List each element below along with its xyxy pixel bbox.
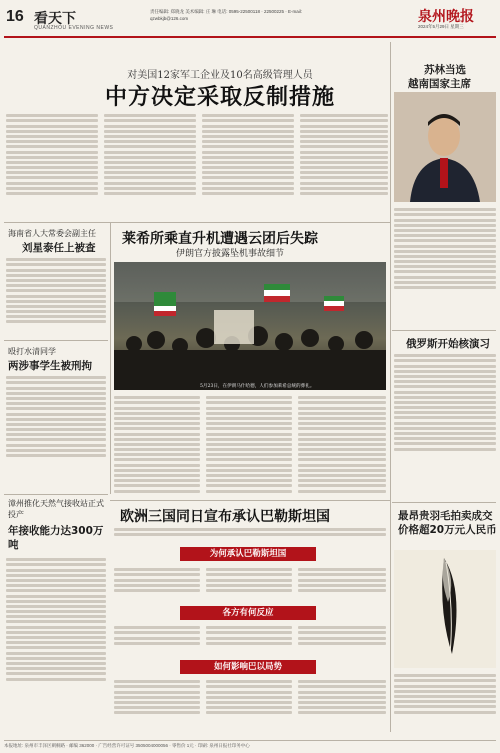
funeral-crowd-photo <box>114 262 386 390</box>
feature-photo-caption: 5月23日，在伊朗马什哈德，人们参加莱希总统的葬礼。 <box>200 384 315 389</box>
issue-date: 2024年5月29日 星期三 <box>418 24 464 29</box>
feather-illustration <box>394 550 496 668</box>
bottom-label-2: 各方有何反应 <box>180 606 316 620</box>
brief-2-title: 殴打水清同学 <box>8 347 56 356</box>
bottom-label-1: 为何承认巴勒斯坦国 <box>180 547 316 561</box>
bottom-sec2-col-3 <box>298 624 386 656</box>
page-footer: 本报地址: 泉州市丰泽区刺桐路 · 邮编 362000 · 广告经营许可证号 3505004000056 · 零售价 1元 · 印刷: 泉州日报社印务中心 <box>4 740 496 749</box>
right-3-body <box>394 672 496 736</box>
right-divider-1 <box>392 330 496 331</box>
right-1-title: 苏林当选 <box>424 64 466 76</box>
brief-3-body <box>6 556 106 736</box>
bottom-sec3-col-3 <box>298 678 386 734</box>
page-number: 16 <box>6 8 24 25</box>
brief-divider-1 <box>4 340 108 341</box>
rule-above-bottom <box>110 500 390 501</box>
bottom-sec3-col-1 <box>114 678 200 734</box>
brief-1-title: 海南省人大常委会副主任 <box>8 229 96 238</box>
brief-1-headline: 刘星泰任上被查 <box>22 242 96 254</box>
bottom-sec3-col-2 <box>206 678 292 734</box>
brief-1-body <box>6 256 106 346</box>
column-divider-left <box>110 222 111 494</box>
portrait-illustration <box>394 92 496 202</box>
lead-article-col-2 <box>104 112 196 220</box>
brief-2-headline: 两涉事学生被刑拘 <box>8 360 92 372</box>
bottom-sec1-col-1 <box>114 566 200 604</box>
brief-2-body <box>6 374 106 490</box>
rule-below-lead <box>4 222 390 223</box>
right-2-title: 俄罗斯开始核演习 <box>406 338 490 350</box>
lead-article-col-4 <box>300 112 388 220</box>
newspaper-logo: 泉州晚报 <box>418 9 474 25</box>
bottom-lede <box>114 526 386 544</box>
right-2-body <box>394 352 496 492</box>
lead-headline: 中方决定采取反制措施 <box>104 85 335 110</box>
right-1-body <box>394 206 496 326</box>
brief-3-headline: 年接收能力达300万吨 <box>8 525 104 551</box>
feather-photo <box>394 550 496 668</box>
right-3-title: 最昂贵羽毛拍卖成交 <box>398 510 493 522</box>
bottom-sec2-col-1 <box>114 624 200 656</box>
feature-headline: 莱希所乘直升机遭遇云团后失踪 <box>122 231 318 247</box>
bottom-sec1-col-3 <box>298 566 386 604</box>
lead-article-col-1 <box>6 112 98 220</box>
section-title: 看天下 <box>34 10 76 26</box>
bottom-sec1-col-2 <box>206 566 292 604</box>
page-header <box>0 0 500 38</box>
column-divider-right <box>390 42 391 732</box>
su-lin-portrait <box>394 92 496 202</box>
bottom-sec2-col-2 <box>206 624 292 656</box>
right-3-headline: 价格超20万元人民币 <box>398 524 497 536</box>
brief-divider-2 <box>4 494 108 495</box>
header-rule <box>4 36 496 38</box>
feature-subhead: 伊朗官方披露坠机事故细节 <box>176 249 285 259</box>
editor-line: 责任编辑: 郑晓龙 美术编辑: 庄 琳 电话: 0595-22500118 · 22500225 · E-mail: qzwbkjb@126.com <box>150 9 302 21</box>
bottom-headline: 欧洲三国同日宣布承认巴勒斯坦国 <box>120 509 330 525</box>
crowd-illustration <box>114 262 386 390</box>
right-1-headline: 越南国家主席 <box>408 78 471 90</box>
brief-3-title: 漳州推化天然气接收站正式投产 <box>8 499 104 519</box>
lead-kicker: 对美国12家军工企业及10名高级管理人员 <box>127 70 313 81</box>
right-divider-2 <box>392 502 496 503</box>
bottom-label-3: 如何影响巴以局势 <box>180 660 316 674</box>
lead-article-col-3 <box>202 112 294 220</box>
section-title-en: QUANZHOU EVENING NEWS <box>34 25 114 31</box>
